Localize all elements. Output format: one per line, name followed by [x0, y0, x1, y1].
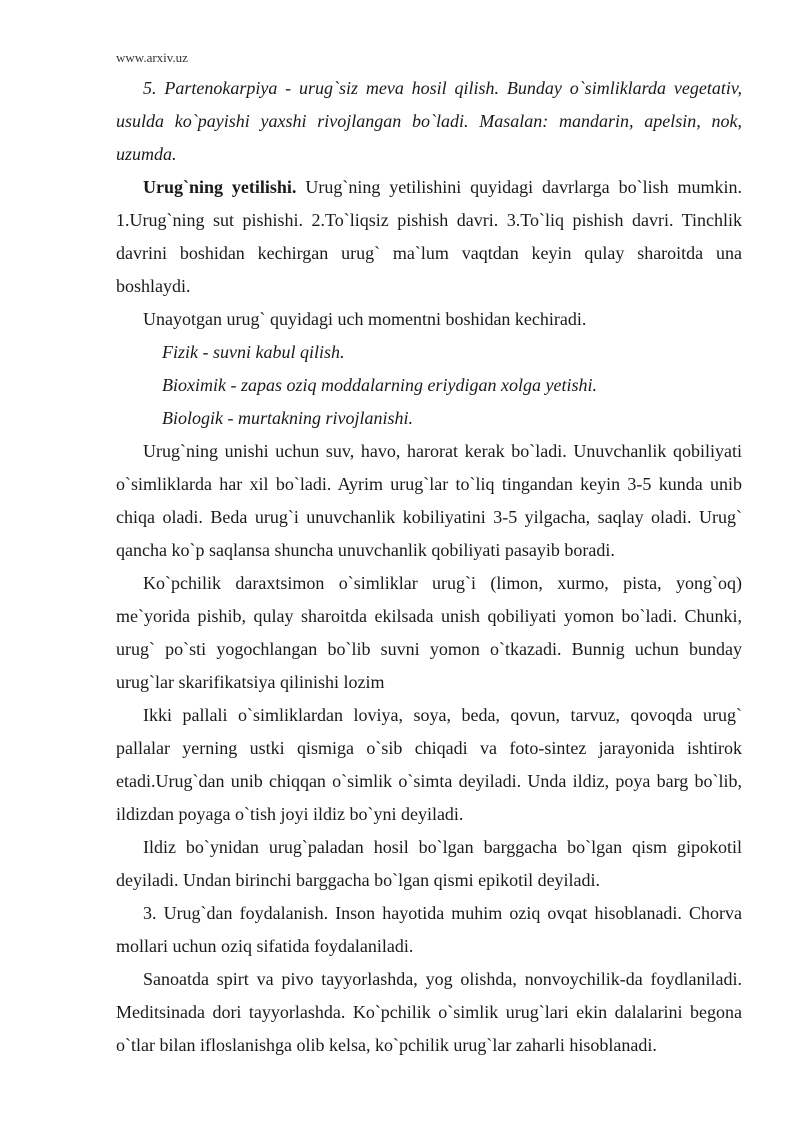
paragraph-tree-seeds: Ko`pchilik daraxtsimon o`simliklar urug`i (limon, xurmo, pista, yong`oq) me`yorida pishib, qulay sharoitda ekilsada unish qobiliyati yomon bo`ladi. Chunki, urug` po`sti yogochlangan bo`lib suvni yomon o`tkazadi. Bunnig uchun bunday urug`lar skarifikatsiya qilinishi lozim — [116, 573, 742, 692]
paragraph-seed-ripening — [116, 171, 742, 303]
document-body — [116, 72, 742, 1062]
section-heading-seed-ripening: Urug`ning yetilishi. — [143, 177, 297, 197]
moment-physical: Fizik - suvni kabul qilish. — [162, 342, 345, 362]
paragraph-industry-use: Sanoatda spirt va pivo tayyorlashda, yog olishda, nonvoychilik-da foydlaniladi. Meditsinada dori tayyorlashda. Ko`pchilik o`simlik urug`lari ekin dalalarini begona o`tlar bilan ifloslanishga olib kelsa, ko`pchilik urug`lar zaharli hisoblanadi. — [116, 969, 742, 1055]
paragraph-partenokarpiya: 5. Partenokarpiya - urug`siz meva hosil qilish. Bunday o`simliklarda vegetativ, usulda ko`payishi yaxshi rivojlangan bo`ladi. Masalan: mandarin, apelsin, nok, uzumda. — [116, 78, 742, 164]
moment-biological: Biologik - murtakning rivojlanishi. — [162, 408, 413, 428]
paragraph-seed-use: 3. Urug`dan foydalanish. Inson hayotida muhim oziq ovqat hisoblanadi. Chorva mollari uchun oziq sifatida foydalaniladi. — [116, 903, 742, 956]
site-header: www.arxiv.uz — [116, 50, 188, 65]
paragraph-seed-ripening-text: Urug`ning yetilishini quyidagi davrlarga bo`lish mumkin. 1.Urug`ning sut pishishi. 2.To`liqsiz pishish davri. 3.To`liq pishish davri. Tinchlik davrini boshidan kechirgan urug` ma`lum vaqtdan keyin qulay sharoitda una boshlaydi. — [116, 177, 742, 296]
moment-biochemical: Bioximik - zapas oziq moddalarning eriydigan xolga yetishi. — [162, 375, 597, 395]
paragraph-dicot-seedlings: Ikki pallali o`simliklardan loviya, soya, beda, qovun, tarvuz, qovoqda urug` pallalar yerning ustki qismiga o`sib chiqadi va foto-sintez jarayonida ishtirok etadi.Urug`dan unib chiqqan o`simlik o`simta deyiladi. Unda ildiz, poya barg bo`lib, ildizdan poyaga o`tish joyi ildiz bo`yni deyiladi. — [116, 705, 742, 824]
paragraph-germination-conditions: Urug`ning unishi uchun suv, havo, harorat kerak bo`ladi. Unuvchanlik qobiliyati o`simliklarda har xil bo`ladi. Ayrim urug`lar to`liq tingandan keyin 3-5 kunda unib chiqa oladi. Beda urug`i unuvchanlik kobiliyatini 3-5 yilgacha, saqlay oladi. Urug` qancha ko`p saqlansa shuncha unuvchanlik qobiliyati pasayib boradi. — [116, 441, 742, 560]
paragraph-germination-moments: Unayotgan urug` quyidagi uch momentni boshidan kechiradi. — [143, 309, 587, 329]
paragraph-hypocotyl: Ildiz bo`ynidan urug`paladan hosil bo`lgan barggacha bo`lgan qism gipokotil deyiladi. Undan birinchi barggacha bo`lgan qismi epikotil deyiladi. — [116, 837, 742, 890]
